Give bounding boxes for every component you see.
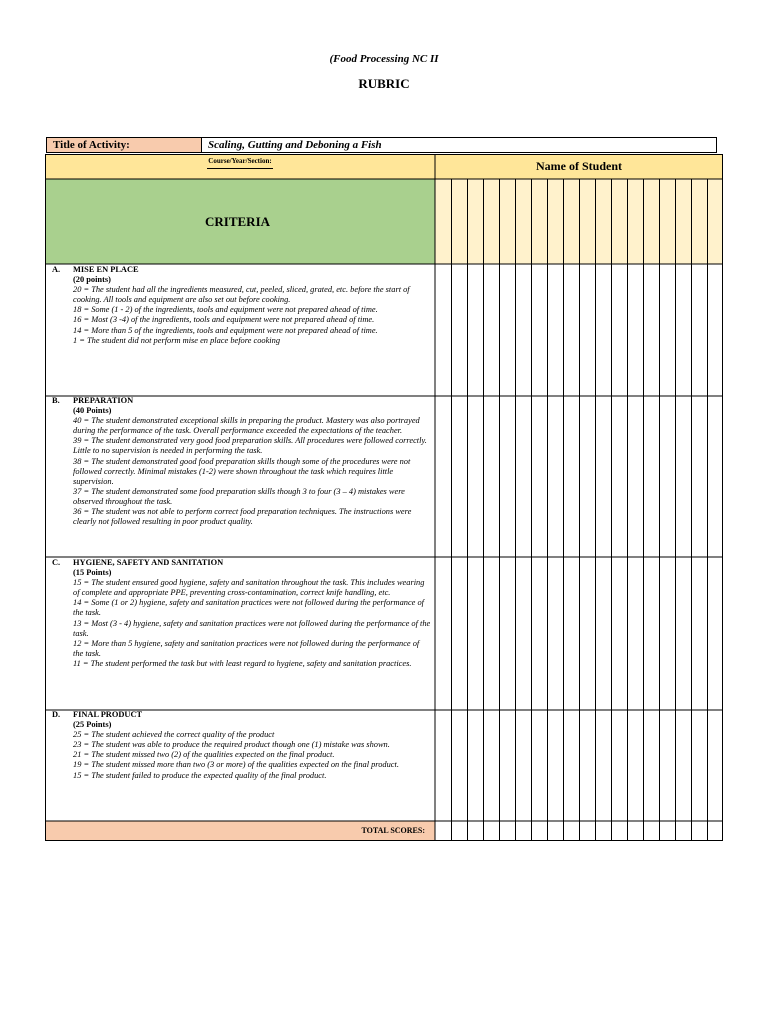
criterion-points: (20 points) — [73, 275, 111, 285]
activity-label: Title of Activity: — [47, 138, 202, 152]
criterion-name: MISE EN PLACE — [73, 265, 139, 274]
criterion-line: 25 = The student achieved the correct quality of the product — [73, 730, 275, 740]
course-year-section-label: Course/Year/Section: — [208, 157, 272, 165]
total-scores-label: TOTAL SCORES: — [361, 826, 425, 835]
activity-value: Scaling, Gutting and Deboning a Fish — [208, 139, 382, 151]
criterion-letter: B. — [52, 396, 60, 405]
criterion-line: 15 = The student failed to produce the expected quality of the final product. — [73, 770, 327, 780]
criterion-line: 14 = Some (1 or 2) hygiene, safety and sanitation practices were not followed during the performance of the task. — [73, 598, 424, 618]
criterion-line: 38 = The student demonstrated good food preparation skills though some of the procedures were not followed correctly. Minimal mistakes (1-2) were shown throughout the task which requires little supervision. — [73, 456, 411, 486]
course-year-section-blank[interactable] — [207, 167, 273, 169]
criterion-line: 21 = The student missed two (2) of the qualities expected on the final product. — [73, 750, 335, 760]
criterion-line: 15 = The student ensured good hygiene, safety and sanitation throughout the task. This includes wearing of complete and appropriate PPE, preventing cross-contamination, correct knife handling, etc. — [73, 578, 425, 598]
criterion-letter: C. — [52, 558, 61, 567]
name-of-student-header: Name of Student — [536, 159, 622, 173]
criterion-line: 13 = Most (3 - 4) hygiene, safety and sanitation practices were not followed during the performance of the task. — [73, 618, 431, 638]
criterion-line: 36 = The student was not able to perform correct food preparation techniques. The instructions were clearly not followed resulting in poor product quality. — [73, 507, 412, 527]
criterion-name: HYGIENE, SAFETY AND SANITATION — [73, 558, 224, 567]
criterion-points: (40 Points) — [73, 406, 112, 416]
criterion-line: 19 = The student missed more than two (3 or more) of the qualities expected on the final product. — [73, 760, 399, 770]
criterion-points: (25 Points) — [73, 720, 112, 730]
criterion-name: PREPARATION — [73, 396, 134, 405]
criterion-name: FINAL PRODUCT — [73, 710, 143, 719]
criterion-letter: A. — [52, 265, 61, 274]
criterion-points: (15 Points) — [73, 568, 112, 578]
activity-title-row — [46, 137, 717, 153]
criterion-line: 18 = Some (1 - 2) of the ingredients, tools and equipment were not prepared ahead of time. — [73, 305, 378, 315]
criterion-line: 12 = More than 5 hygiene, safety and sanitation practices were not followed during the performance of the task. — [73, 638, 420, 658]
criterion-line: 40 = The student demonstrated exceptional skills in preparing the product. Mastery was also portrayed during the performance of the task. Overall performance exceeded the expectations of the teacher. — [73, 416, 420, 436]
criterion-line: 23 = The student was able to produce the required product though one (1) mistake was shown. — [73, 740, 390, 750]
criterion-line: 14 = More than 5 of the ingredients, tools and equipment were not prepared ahead of time. — [73, 325, 378, 335]
rubric-table — [45, 154, 723, 841]
criterion-line: 11 = The student performed the task but with least regard to hygiene, safety and sanitation practices. — [73, 658, 412, 668]
criterion-line: 16 = Most (3 -4) of the ingredients, tools and equipment were not prepared ahead of time. — [73, 315, 375, 325]
criterion-line: 20 = The student had all the ingredients measured, cut, peeled, sliced, grated, etc. before the start of cooking. All tools and equipment are also set out before cooking. — [73, 285, 410, 305]
criteria-header: CRITERIA — [205, 214, 271, 229]
criterion-line: 1 = The student did not perform mise en place before cooking — [73, 335, 281, 345]
criterion-line: 39 = The student demonstrated very good food preparation skills. All procedures were followed correctly. Little to no supervision is needed in performing the task. — [73, 436, 427, 456]
course-year-section — [45, 154, 435, 179]
criterion-line: 37 = The student demonstrated some food preparation skills though 3 to four (3 – 4) mistakes were observed throughout the task. — [73, 486, 405, 506]
rubric-title: RUBRIC — [358, 76, 410, 91]
program-title: (Food Processing NC II — [329, 53, 439, 65]
criterion-letter: D. — [52, 710, 61, 719]
